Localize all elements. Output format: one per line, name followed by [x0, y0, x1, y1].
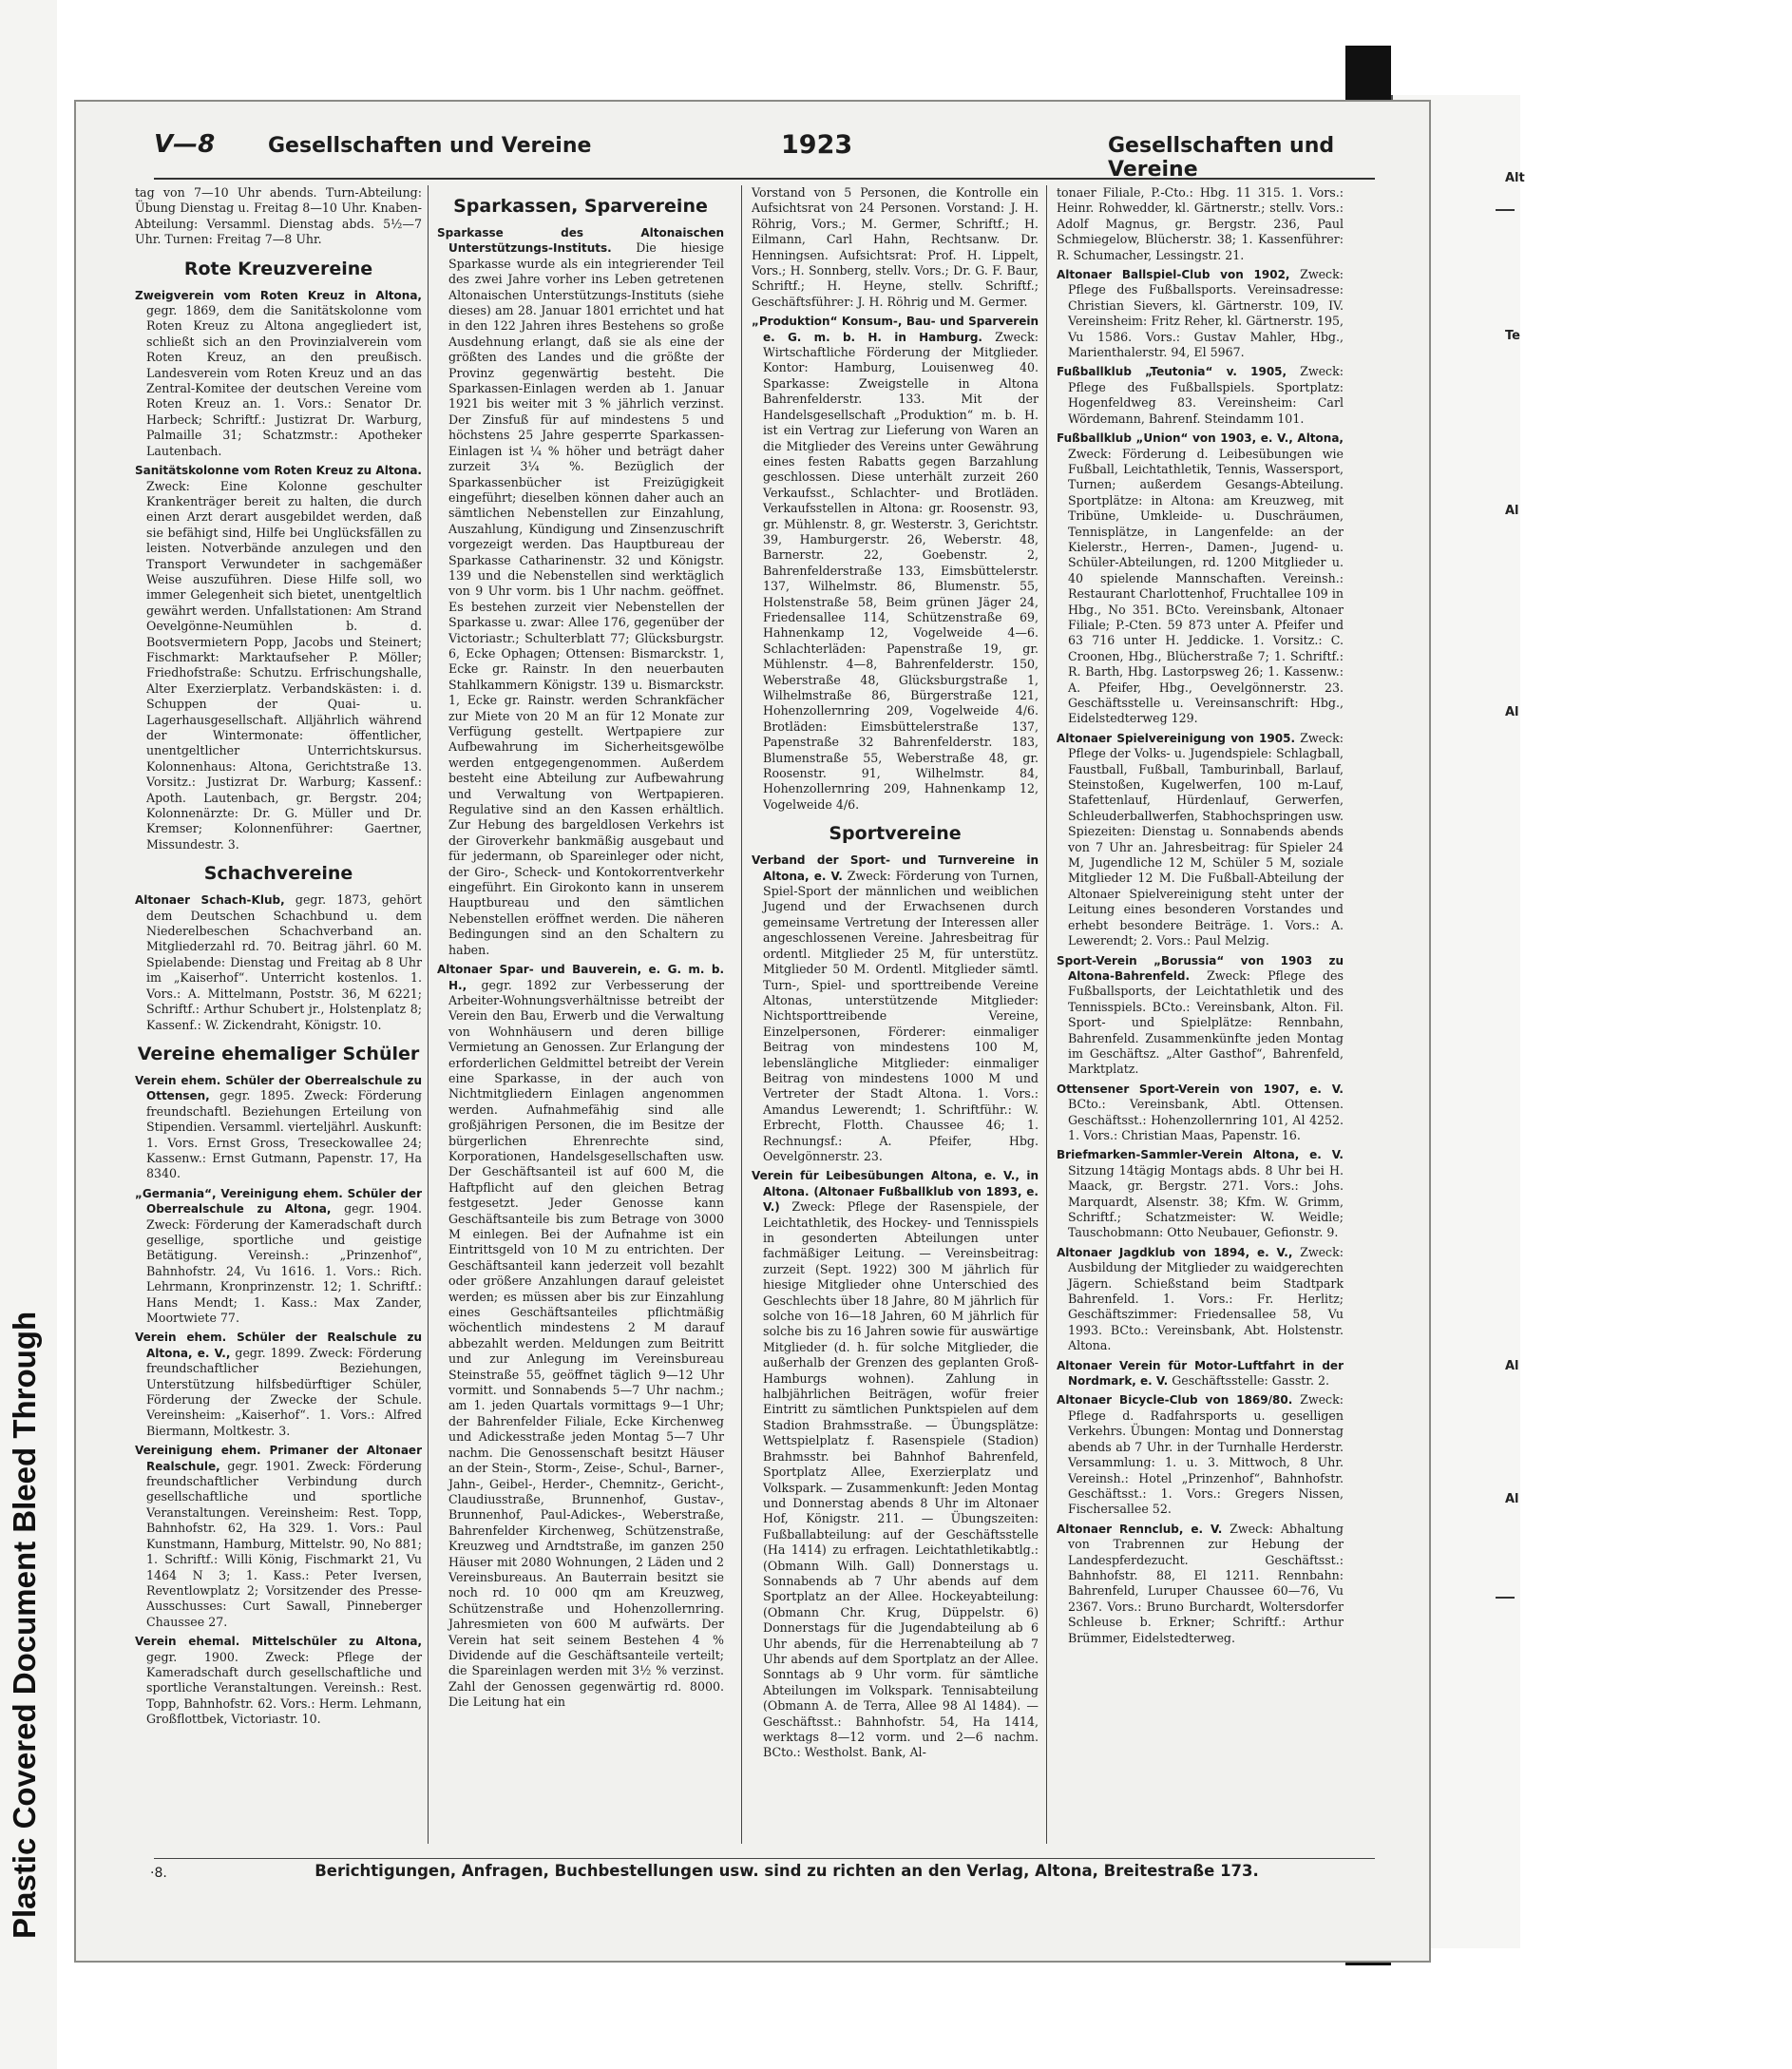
- entry-text: Zweck: Pflege der Volks- u. Jugendspiele: Schlagball, Faustball, Fußball, Tamburinball, Barlauf, Steinstoßen, Kugelwerfen, 100 m-Lauf, Stafettenlauf, Hürdenlauf, Gerwerfen, Schleuderballwerfen, Stabhochspringen usw. Spiezeiten: Dienstag u. Sonnabends abends von 7 Uhr an. Jahresbeitrag: für Spieler 24 M, Jugendliche 12 M, Schüler 5 M, soziale Mitglieder 12 M. Die Fußball-Abteilung der Altonaer Spielvereinigung steht unter der Leitung eines besonderen Vorstandes und erhebt besondere Beiträge. 1. Vors.: A. Lewerendt; 2. Vors.: Paul Melzig.: [1068, 730, 1344, 948]
- section-heading: Sparkassen, Sparvereine: [453, 196, 708, 217]
- directory-entry: [752, 1168, 1039, 1760]
- directory-entry: [1057, 1147, 1344, 1240]
- entry-text: gegr. 1901. Zweck: Förderung freundschaftlicher Verbindung durch gesellschaftliche und sportliche Veranstaltungen. Vereinsheim: Rest. Topp, Bahnhofstr. 62, Ha 329. 1. Vors.: Paul Kunstmann, Hamburg, Mittelstr. 90, No 881; 1. Schriftf.: Willi König, Fischmarkt 21, Vu 1464 N 3; 1. Kass.: Peter Iversen, Reventlowplatz 2; Vorsitzender des Presse-Ausschusses: Curt Sawall, Pinneberger Chaussee 27.: [146, 1458, 422, 1629]
- entry-text: Zweck: Pflege des Fußballsports, der Leichtathletik und des Tennisspiels. BCto.: Vereinsbank, Alton. Fil. Sport- und Spielplätze: Rennbahn, Bahrenfeld. Zusammenkünfte jeden Montag im Geschäftsz. „Alter Gasthof“, Bahrenfeld, Marktplatz.: [1068, 967, 1344, 1077]
- strip-word: Al: [1505, 705, 1519, 719]
- entry-text: Zweck: Wirtschaftliche Förderung der Mitglieder. Kontor: Hamburg, Louisenweg 40. Sparkasse: Zweigstelle in Altona Bahrenfelderstr. 133. Mit der Handelsgesellschaft „Produktion“ m. b. H. ist ein Vertrag zur Lieferung von Waren an die Mitglieder des Vereins unter Gewährung eines festen Rabatts gegen Barzahlung geschlossen. Diese unterhält zurzeit 260 Verkaufsst., Schlachter- und Brotläden. Verkaufsstellen in Altona: gr. Roosenstr. 93, gr. Mühlenstr. 8, gr. Westerstr. 3, Gerichtstr. 39, Hamburgerstr. 26, Weberstr. 48, Barnerstr. 22, Goebenstr. 2, Bahrenfelderstraße 133, Eimsbüttelerstr. 137, Wilhelmstr. 86, Blumenstr. 55, Holstenstraße 58, Beim grünen Jäger 24, Friedensallee 114, Schützenstraße 69, Hahnenkamp 12, Vogelweide 4—6. Schlachterläden: Papenstraße 19, gr. Mühlenstr. 4—8, Bahrenfelderstr. 150, Weberstraße 48, Glücksburgstraße 1, Wilhelmstraße 86, Bürgerstraße 121, Hohenzollernring 209, Vogelweide 4/6. Brotläden: Eimsbüttelerstraße 137, Papenstraße 32 Bahrenfelderstr. 183, Blumenstraße 55, Weberstraße 48, gr. Roosenstr. 91, Wilhelmstr. 84, Hohenzollernring 209, Hahnenkamp 12, Vogelweide 4/6.: [763, 329, 1039, 812]
- text-column-4: [1057, 185, 1344, 1849]
- column-rule: [1046, 185, 1047, 1844]
- entry-title: Sanitätskolonne vom Roten Kreuz zu Altona.: [135, 464, 422, 478]
- entry-text: gegr. 1873, gehört dem Deutschen Schachbund u. dem Niederelbeschen Schachverband an. Mitgliederzahl rd. 70. Beitrag jährl. 60 M. Spielabende: Dienstag und Freitag ab 8 Uhr im „Kaiserhof“. Unterricht kostenlos. 1. Vors.: A. Mittelmann, Poststr. 36, M 6221; Schriftf.: Arthur Schubert jr., Holstenplatz 8; Kassenf.: W. Zickendraht, Königstr. 10.: [146, 892, 422, 1032]
- entry-text: Zweck: Abhaltung von Trabrennen zur Hebung der Landespferdezucht. Geschäftsst.: Bahnhofstr. 88, El 1211. Rennbahn: Bahrenfeld, Luruper Chaussee 60—76, Vu 2367. Vors.: Bruno Burchardt, Woltersdorfer Schleuse b. Erkner; Schriftf.: Arthur Brümmer, Eidelstedterweg.: [1068, 1521, 1344, 1645]
- entry-text: Zweck: Förderung d. Leibesübungen wie Fußball, Leichtathletik, Tennis, Wassersport, Turnen; außerdem Gesangs-Abteilung. Sportplätze: in Altona: am Kreuzweg, mit Tribüne, Umkleide- u. Duschräumen, Tennisplätze, in Langenfelde: an der Kielerstr., Herren-, Damen-, Jugend- u. Schüler-Abteilungen, rd. 1200 Mitglieder u. 40 spielende Mannschaften. Vereinsh.: Restaurant Charlottenhof, Fruchtallee 109 in Hbg., No 351. BCto. Vereinsbank, Altonaer Filiale; P.-Cten. 59 873 unter A. Pfeifer und 63 716 unter H. Jeddicke. 1. Vorsitz.: C. Croonen, Hbg., Blücherstraße 7; 1. Schriftf.: R. Barth, Hbg. Lastorpsweg 26; 1. Kassenw.: A. Pfeifer, Hbg., Oevelgönnerstr. 23. Geschäftsstelle u. Vereinsanschrift: Hbg., Eidelstedterweg 129.: [1068, 446, 1344, 726]
- entry-title: Verein für Leibesübungen Altona, e. V., in Altona. (Altonaer Fußballklub von 1893, e. V.): [752, 1169, 1039, 1215]
- page-number: V—8: [154, 130, 216, 159]
- footer-rule: [154, 1858, 1375, 1859]
- strip-word: Al: [1505, 1492, 1519, 1506]
- header-year: 1923: [781, 130, 853, 160]
- publisher-footer: Berichtigungen, Anfragen, Buchbestellungen usw. sind zu richten an den Verlag, Altona, Breitestraße 173.: [315, 1862, 1259, 1880]
- entry-title: Sparkasse des Altonaischen Unterstützungs-Instituts.: [437, 226, 724, 256]
- entry-title: Fußballklub „Union“ von 1903, e. V., Altona,: [1057, 431, 1344, 446]
- directory-entry: [135, 463, 422, 853]
- page-header: [154, 128, 1370, 182]
- directory-entry: [1057, 364, 1344, 427]
- directory-entry: [752, 853, 1039, 1164]
- directory-entry: [135, 1073, 422, 1182]
- strip-word: Al: [1505, 504, 1519, 518]
- entry-title: Altonaer Verein für Motor-Luftfahrt in der Nordmark, e. V.: [1057, 1358, 1344, 1389]
- directory-entry: [1057, 731, 1344, 949]
- directory-entry: [1057, 1392, 1344, 1517]
- entry-text: gegr. 1904. Zweck: Förderung der Kameradschaft durch gesellige, sportliche und geistige Betätigung. Vereinsh.: „Prinzenhof“, Bahnhofstr. 24, Vu 1616. 1. Vors.: Rich. Lehrmann, Kronprinzenstr. 12; 1. Schriftf.: Hans Mendt; 1. Kass.: Max Zander, Moortwiete 77.: [146, 1201, 422, 1325]
- entry-continuation: [1057, 185, 1344, 263]
- entry-text: Zweck: Eine Kolonne geschulter Krankenträger bereit zu halten, die durch einen Arzt derart ausgebildet werden, daß sie befähigt sind, Hilfe bei Unglücksfällen zu leisten. Notverbände anzulegen und den Transport Verwundeter in sachgemäßer Weise auszuführen. Diese Hilfe soll, wo immer Gelegenheit sich bietet, unentgeltlich gewährt werden. Unfallstationen: Am Strand Oevelgönne-Neumühlen b. d. Bootsvermietern Popp, Jacobs und Steinert; Fischmarkt: Marktaufseher P. Möller; Friedhofstraße: Schutzu. Erfrischungshalle, Alter Exerzierplatz. Verbandskästen: i. d. Schuppen der Quai- u. Lagerhausgesellschaft. Alljährlich während der Wintermonate: öffentlicher, unentgeltlicher Unterrichtskursus. Kolonnenhaus: Altona, Gerichtstraße 13. Vorsitz.: Justizrat Dr. Warburg; Kassenf.: Apoth. Lautenbach, gr. Bergstr. 204; Kolonnenärzte: Dr. G. Müller und Dr. Kremser; Kolonnenführer: Gaertner, Missundestr. 3.: [146, 478, 422, 852]
- column-rule: [741, 185, 742, 1844]
- entry-text: gegr. 1892 zur Verbesserung der Arbeiter-Wohnungsverhältnisse betreibt der Verein den Bau, Erwerb und die Verwaltung von Wohnhäusern und deren billige Vermietung an Genossen. Zur Erlangung der erforderlichen Geldmittel betreibt der Verein eine Sparkasse, in der auch von Nichtmitgliedern Einlagen angenommen werden. Aufnahmefähig sind alle großjährigen Personen, die im Besitze der bürgerlichen Ehrenrechte sind, Korporationen, Handelsgesellschaften usw. Der Geschäftsanteil ist auf 600 M, die Haftpflicht auf den gleichen Betrag festgesetzt. Jeder Genosse kann Geschäftsanteile bis zum Betrage von 3000 M einlegen. Bei der Aufnahme ist ein Eintrittsgeld von 10 M zu entrichten. Der Geschäftsanteil kann jederzeit voll bezahlt oder größere Anzahlungen darauf geleistet werden; es müssen aber bis zur Einzahlung eines Geschäftsanteiles pflichtmäßig wöchentlich mindestens 2 M darauf abbezahlt werden. Meldungen zum Beitritt und zur Anlegung im Vereinsbureau Steinstraße 55, geöffnet täglich 9—12 Uhr vormitt. und Sonnabends 5—7 Uhr nachm.; am 1. jeden Quartals vormittags 9—1 Uhr; der Bahrenfelder Filiale, Ecke Kirchenweg und Adickesstraße jeden Montag 5—7 Uhr nachm. Die Genossenschaft besitzt Häuser an der Stein-, Storm-, Zeise-, Schul-, Barner-, Jahn-, Geibel-, Herder-, Chemnitz-, Gericht-, Claudiusstraße, Brunnenhof, Gustav-, Brunnenhof, Paul-Adickes-, Weberstraße, Bahrenfelder Kirchenweg, Schützenstraße, Kreuzweg und Arndtstraße, im ganzen 250 Häuser mit 2080 Wohnungen, 2 Läden und 2 Vereinsbureaus. An Bauterrain besitzt sie noch rd. 10 000 qm am Kreuzweg, Schützenstraße und Hohenzollernring. Jahresmieten von 600 M aufwärts. Der Verein hat seit seinem Bestehen 4 % Dividende auf die Geschäftsanteile verteilt; die Spareinlagen werden mit 3½ % verzinst. Zahl der Genossen gegenwärtig rd. 8000. Die Leitung hat ein: [448, 977, 724, 1710]
- printer-mark: ·8.: [150, 1866, 167, 1881]
- section-heading: Sportvereine: [829, 823, 962, 845]
- entry-title: Fußballklub „Teutonia“ v. 1905,: [1057, 365, 1287, 379]
- directory-entry: [1057, 267, 1344, 360]
- header-rule: [154, 178, 1375, 180]
- entry-title: Verein ehem. Schüler der Oberrealschule zu Ottensen,: [135, 1073, 422, 1103]
- directory-entry: [1057, 1245, 1344, 1354]
- entry-text: Zweck: Pflege der Rasenspiele, der Leichtathletik, des Hockey- und Tennisspiels in gesonderten Abteilungen unter fachmäßiger Leitung. — Vereinsbeitrag: zurzeit (Sept. 1922) 300 M jährlich für hiesige Mitglieder ohne Unterschied des Geschlechts über 18 Jahre, 80 M jährlich für solche von 16—18 Jahren, 60 M jährlich für solche bis zu 16 Jahren sowie für auswärtige Mitglieder (d. h. für solche Mitglieder, die außerhalb der Grenzen des geplanten Groß-Hamburgs wohnen). Zahlung in halbjährlichen Beiträgen, wofür freier Eintritt zu sämtlichen Punktspielen auf dem Stadion Brahmsstraße. — Übungsplätze: Wettspielplatz f. Rasenspiele (Stadion) Brahmsstr. bei Bahnhof Bahrenfeld, Sportplatz Allee, Exerzierplatz und Volkspark. — Zusammenkunft: Jeden Montag und Donnerstag abends 8 Uhr im Altonaer Hof, Königstr. 211. — Übungszeiten: Fußballabteilung: auf der Geschäftsstelle (Ha 1414) zu erfragen. Leichtathletikabtlg.: (Obmann Wilh. Gall) Donnerstags u. Sonnabends ab 7 Uhr abends auf dem Sportplatz an der Allee. Hockeyabteilung: (Obmann Chr. Krug, Düppelstr. 6) Donnerstags für die Jugendabteilung ab 6 Uhr abends, für die Herrenabteilung ab 7 Uhr abends auf dem Sportplatz an der Allee. Sonntags ab 9 Uhr vorm. für sämtliche Abteilungen im Volkspark. Tennisabteilung (Obmann A. de Terra, Allee 98 Al 1484). — Geschäftsst.: Bahnhofstr. 54, Ha 1414, werktags 8—12 vorm. und 2—6 nachm. BCto.: Westholst. Bank, Al-: [763, 1199, 1039, 1760]
- entry-title: Zweigverein vom Roten Kreuz in Altona,: [135, 288, 422, 302]
- running-title-left: Gesellschaften und Vereine: [268, 134, 592, 158]
- directory-entry: [135, 288, 422, 459]
- section-heading: Schachvereine: [203, 863, 353, 885]
- directory-entry: [135, 1443, 422, 1630]
- directory-entry: [1057, 1522, 1344, 1646]
- entry-text: Zweck: Pflege d. Radfahrsports u. geselligen Verkehrs. Übungen: Montag und Donnerstag abends ab 7 Uhr. in der Turnhalle Herderstr. Versammlung: 1. u. 3. Mittwoch, 8 Uhr. Vereinsh.: Hotel „Prinzenhof“, Bahnhofstr. Geschäftsst.: 1. Vors.: Gregers Nissen, Fischersallee 52.: [1068, 1392, 1344, 1517]
- entry-title: Sport-Verein „Borussia“ von 1903 zu Altona-Bahrenfeld.: [1057, 953, 1344, 983]
- entry-continuation: [752, 185, 1039, 310]
- entry-title: Altonaer Spar- und Bauverein, e. G. m. b. H.,: [437, 963, 724, 992]
- directory-entry: [1057, 1082, 1344, 1144]
- strip-word: Te: [1505, 329, 1520, 343]
- entry-text: tag von 7—10 Uhr abends. Turn-Abteilung: Übung Dienstag u. Freitag 8—10 Uhr. Knaben-Abteilung: Versamml. Dienstag abds. 5½—7 Uhr. Turnen: Freitag 7—8 Uhr.: [135, 185, 422, 247]
- entry-title: Altonaer Jagdklub von 1894, e. V.,: [1057, 1245, 1293, 1259]
- directory-entry: [135, 892, 422, 1033]
- entry-title: Verein ehemal. Mittelschüler zu Altona,: [135, 1635, 422, 1649]
- entry-title: „Produktion“ Konsum-, Bau- und Sparverein e. G. m. b. H. in Hamburg.: [752, 315, 1039, 344]
- directory-entry: [1057, 431, 1344, 727]
- section-heading: Rote Kreuzvereine: [183, 258, 373, 279]
- entry-title: Altonaer Bicycle-Club von 1869/80.: [1057, 1393, 1293, 1408]
- entry-continuation: [135, 185, 422, 248]
- text-column-3: [752, 185, 1039, 1849]
- entry-text: Zweck: Ausbildung der Mitglieder zu waidgerechten Jägern. Schießstand beim Stadtpark Bahrenfeld. 1. Vors.: Fr. Herlitz; Geschäftszimmer: Friedensallee 58, Vu 1993. BCto.: Vereinsbank, Abt. Holstenstr. Altona.: [1068, 1244, 1344, 1353]
- text-column-1: [135, 185, 422, 1849]
- directory-entry: [1057, 953, 1344, 1078]
- entry-title: Ottensener Sport-Verein von 1907, e. V.: [1057, 1082, 1344, 1096]
- entry-title: Altonaer Rennclub, e. V.: [1057, 1522, 1223, 1536]
- strip-rule: [1496, 209, 1515, 211]
- directory-entry: [135, 1186, 422, 1327]
- entry-text: Geschäftsstelle: Gasstr. 2.: [1172, 1373, 1330, 1389]
- entry-text: Zweck: Förderung von Turnen, Spiel-Sport der männlichen und weiblichen Jugend und der Erwachsenen durch gemeinsame Vertretung der Interessen aller angeschlossenen Vereine. Jahresbeitrag für ordentl. Mitglieder 25 M, für unterstütz. Mitglieder 50 M. Ordentl. Mitglieder sämtl. Turn-, Spiel- und sporttreibende Vereine Altonas, unterstützende Mitglieder: Nichtsporttreibende Vereine, Einzelpersonen, Förderer: einmaliger Beitrag von mindestens 100 M, lebenslängliche Mitglieder: einmaliger Beitrag von mindestens 1000 M und Vertreter der Stadt Altona. 1. Vors.: Amandus Lewerendt; 1. Schriftführ.: W. Erbrecht, Flotth. Chaussee 46; 1. Rechnungsf.: A. Pfeifer, Hbg. Oevelgönnerstr. 23.: [763, 868, 1039, 1163]
- directory-entry: [135, 1330, 422, 1439]
- strip-rule: [1496, 1597, 1515, 1599]
- entry-text: tonaer Filiale, P.-Cto.: Hbg. 11 315. 1. Vors.: Heinr. Rohwedder, kl. Gärtnerstr.; stellv. Vors.: Adolf Magnus, gr. Bergstr. 236, Paul Schmiegelow, Blücherstr. 38; 1. Kassenführer: R. Schumacher, Lessingstr. 21.: [1057, 185, 1344, 262]
- text-column-2: [437, 185, 724, 1849]
- entry-title: Verein ehem. Schüler der Realschule zu Altona, e. V.,: [135, 1331, 422, 1360]
- directory-entry: [752, 314, 1039, 813]
- entry-title: Altonaer Spielvereinigung von 1905.: [1057, 731, 1296, 745]
- directory-entry: [1057, 1358, 1344, 1389]
- entry-title: Briefmarken-Sammler-Verein Altona, e. V.: [1057, 1148, 1344, 1162]
- entry-text: Vorstand von 5 Personen, die Kontrolle ein Aufsichtsrat von 24 Personen. Vorstand: J. H. Röhrig, Vors.; M. Germer, Schriftf.; H. Eilmann, Carl Hahn, Rechtsanw. Dr. Henningsen. Aufsichtsrat: Prof. H. Lippelt, Vors.; H. Sonnberg, stellv. Vors.; Dr. G. F. Baur, Schriftf.; H. Heyne, stellv. Schriftf.; Geschäftsführer: J. H. Röhrig und M. Germer.: [752, 185, 1039, 309]
- entry-title: Altonaer Ballspiel-Club von 1902,: [1057, 268, 1290, 282]
- entry-text: gegr. 1899. Zweck: Förderung freundschaftlicher Beziehungen, Unterstützung hilfsbedürftiger Schüler, Förderung der Zwecke der Schule. Vereinsheim: „Kaiserhof“. 1. Vors.: Alfred Biermann, Moltkestr. 3.: [146, 1345, 422, 1438]
- strip-word: Alt: [1505, 171, 1525, 185]
- entry-text: Sitzung 14tägig Montags abds. 8 Uhr bei H. Maack, gr. Bergstr. 271. Vors.: Johs. Marquardt, Alsenstr. 38; Kfm. W. Grimm, Schriftf.; Schatzmeister: W. Weidle; Tauschobmann: Otto Neubauer, Gefionstr. 9.: [1068, 1162, 1344, 1240]
- entry-text: gegr. 1869, dem die Sanitätskolonne vom Roten Kreuz zu Altona angegliedert ist, schließt sich an den Provinzialverein vom Roten Kreuz, an den preußisch. Landesverein vom Roten Kreuz und an das Zentral-Komitee der deutschen Vereine vom Roten Kreuz an. 1. Vors.: Senator Dr. Harbeck; Schriftf.: Justizrat Dr. Warburg, Palmaille 31; Schatzmstr.: Apotheker Lautenbach.: [146, 303, 422, 458]
- directory-entry: [437, 962, 724, 1711]
- entry-text: Zweck: Pflege des Fußballspiels. Sportplatz: Hogenfeldweg 83. Vereinsheim: Carl Wördemann, Bahrenf. Steindamm 101.: [1068, 364, 1344, 426]
- entry-text: gegr. 1895. Zweck: Förderung freundschaftl. Beziehungen Erteilung von Stipendien. Versamml. vierteljährl. Auskunft: 1. Vors. Ernst Gross, Treseckowallee 24; Kassenw.: Ernst Gutmann, Papenstr. 17, Ha 8340.: [146, 1088, 422, 1181]
- strip-word: Al: [1505, 1359, 1519, 1373]
- entry-text: BCto.: Vereinsbank, Abtl. Ottensen. Geschäftsst.: Hohenzollernring 101, Al 4252. 1. Vors.: Christian Maas, Papenstr. 16.: [1068, 1097, 1344, 1142]
- entry-title: „Germania“, Vereinigung ehem. Schüler der Oberrealschule zu Altona,: [135, 1186, 422, 1216]
- directory-entry: [135, 1634, 422, 1727]
- running-title-right: Gesellschaften und Vereine: [1108, 134, 1335, 182]
- section-heading: Vereine ehemaliger Schüler: [137, 1043, 420, 1064]
- entry-title: Altonaer Schach-Klub,: [135, 893, 285, 908]
- column-rule: [428, 185, 429, 1844]
- entry-title: Verband der Sport- und Turnvereine in Altona, e. V.: [752, 853, 1039, 883]
- entry-title: Vereinigung ehem. Primaner der Altonaer Realschule,: [135, 1444, 422, 1473]
- document-page: [74, 100, 1431, 1963]
- directory-entry: [437, 225, 724, 958]
- entry-text: gegr. 1900. Zweck: Pflege der Kameradschaft durch gesellschaftliche und sportliche Veranstaltungen. Vereinsh.: Rest. Topp, Bahnhofstr. 62. Vors.: Herm. Lehmann, Großflottbek, Victoriastr. 10.: [146, 1649, 422, 1727]
- entry-text: Zweck: Pflege des Fußballsports. Vereinsadresse: Christian Sievers, kl. Gärtnerstr. 109, IV. Vereinsheim: Fritz Reher, kl. Gärtnerstr. 195, Vu 1586. Vors.: Gustav Mahler, Hbg., Marienthalerstr. 94, El 5967.: [1068, 267, 1344, 360]
- entry-text: Die hiesige Sparkasse wurde als ein integrierender Teil des zwei Jahre vorher ins Leben getretenen Altonaischen Unterstützungs-Instituts (siehe dieses) am 28. Januar 1801 errichtet und hat in den 122 Jahren ihres Bestehens so große Ausdehnung erlangt, daß sie als eine der größten des Landes und die größte der Provinz gegenwärtig besteht. Die Sparkassen-Einlagen werden ab 1. Januar 1921 bis weiter mit 3 % jährlich verzinst. Der Zinsfuß für auf mindestens 5 und höchstens 25 Jahre gesperrte Sparkassen-Einlagen ist ¼ % höher und beträgt daher zurzeit 3¼ %. Bezüglich der Sparkassenbücher ist Freizügigkeit eingeführt; dieselben können daher auch an sämtlichen Nebenstellen zur Einzahlung, Auszahlung, Kündigung und Zinsenzuschrift vorgezeigt werden. Das Hauptbureau der Sparkasse Catharinenstr. 32 und Königstr. 139 und die Nebenstellen sind werktäglich von 9 Uhr vorm. bis 1 Uhr nachm. geöffnet. Es bestehen zurzeit vier Nebenstellen der Sparkasse u. zwar: Allee 176, gegenüber der Victoriastr.; Schulterblatt 77; Glücksburgstr. 6, Ecke Ophagen; Ottensen: Bismarckstr. 1, Ecke gr. Rainstr. In den neuerbauten Stahlkammern Königstr. 139 u. Bismarckstr. 1, Ecke gr. Rainstr. werden Schrankfächer zur Miete von 20 M an für 12 Monate zur Verfügung gestellt. Wertpapiere zur Aufbewahrung im Sicherheitsgewölbe werden entgegengenommen. Außerdem besteht eine Abteilung zur Aufbewahrung und Verwaltung von Wertpapieren. Regulative sind an den Kassen erhältlich. Zur Hebung des bargeldlosen Verkehrs ist der Giroverkehr bankmäßig ausgebaut und für jedermann, ob Spareinleger oder nicht, der Giro-, Scheck- und Kontokorrentverkehr eingeführt. Ein Girokonto kann in unserem Hauptbureau und den sämtlichen Nebenstellen eröffnet werden. Die näheren Bedingungen sind an den Schaltern zu haben.: [448, 240, 724, 957]
